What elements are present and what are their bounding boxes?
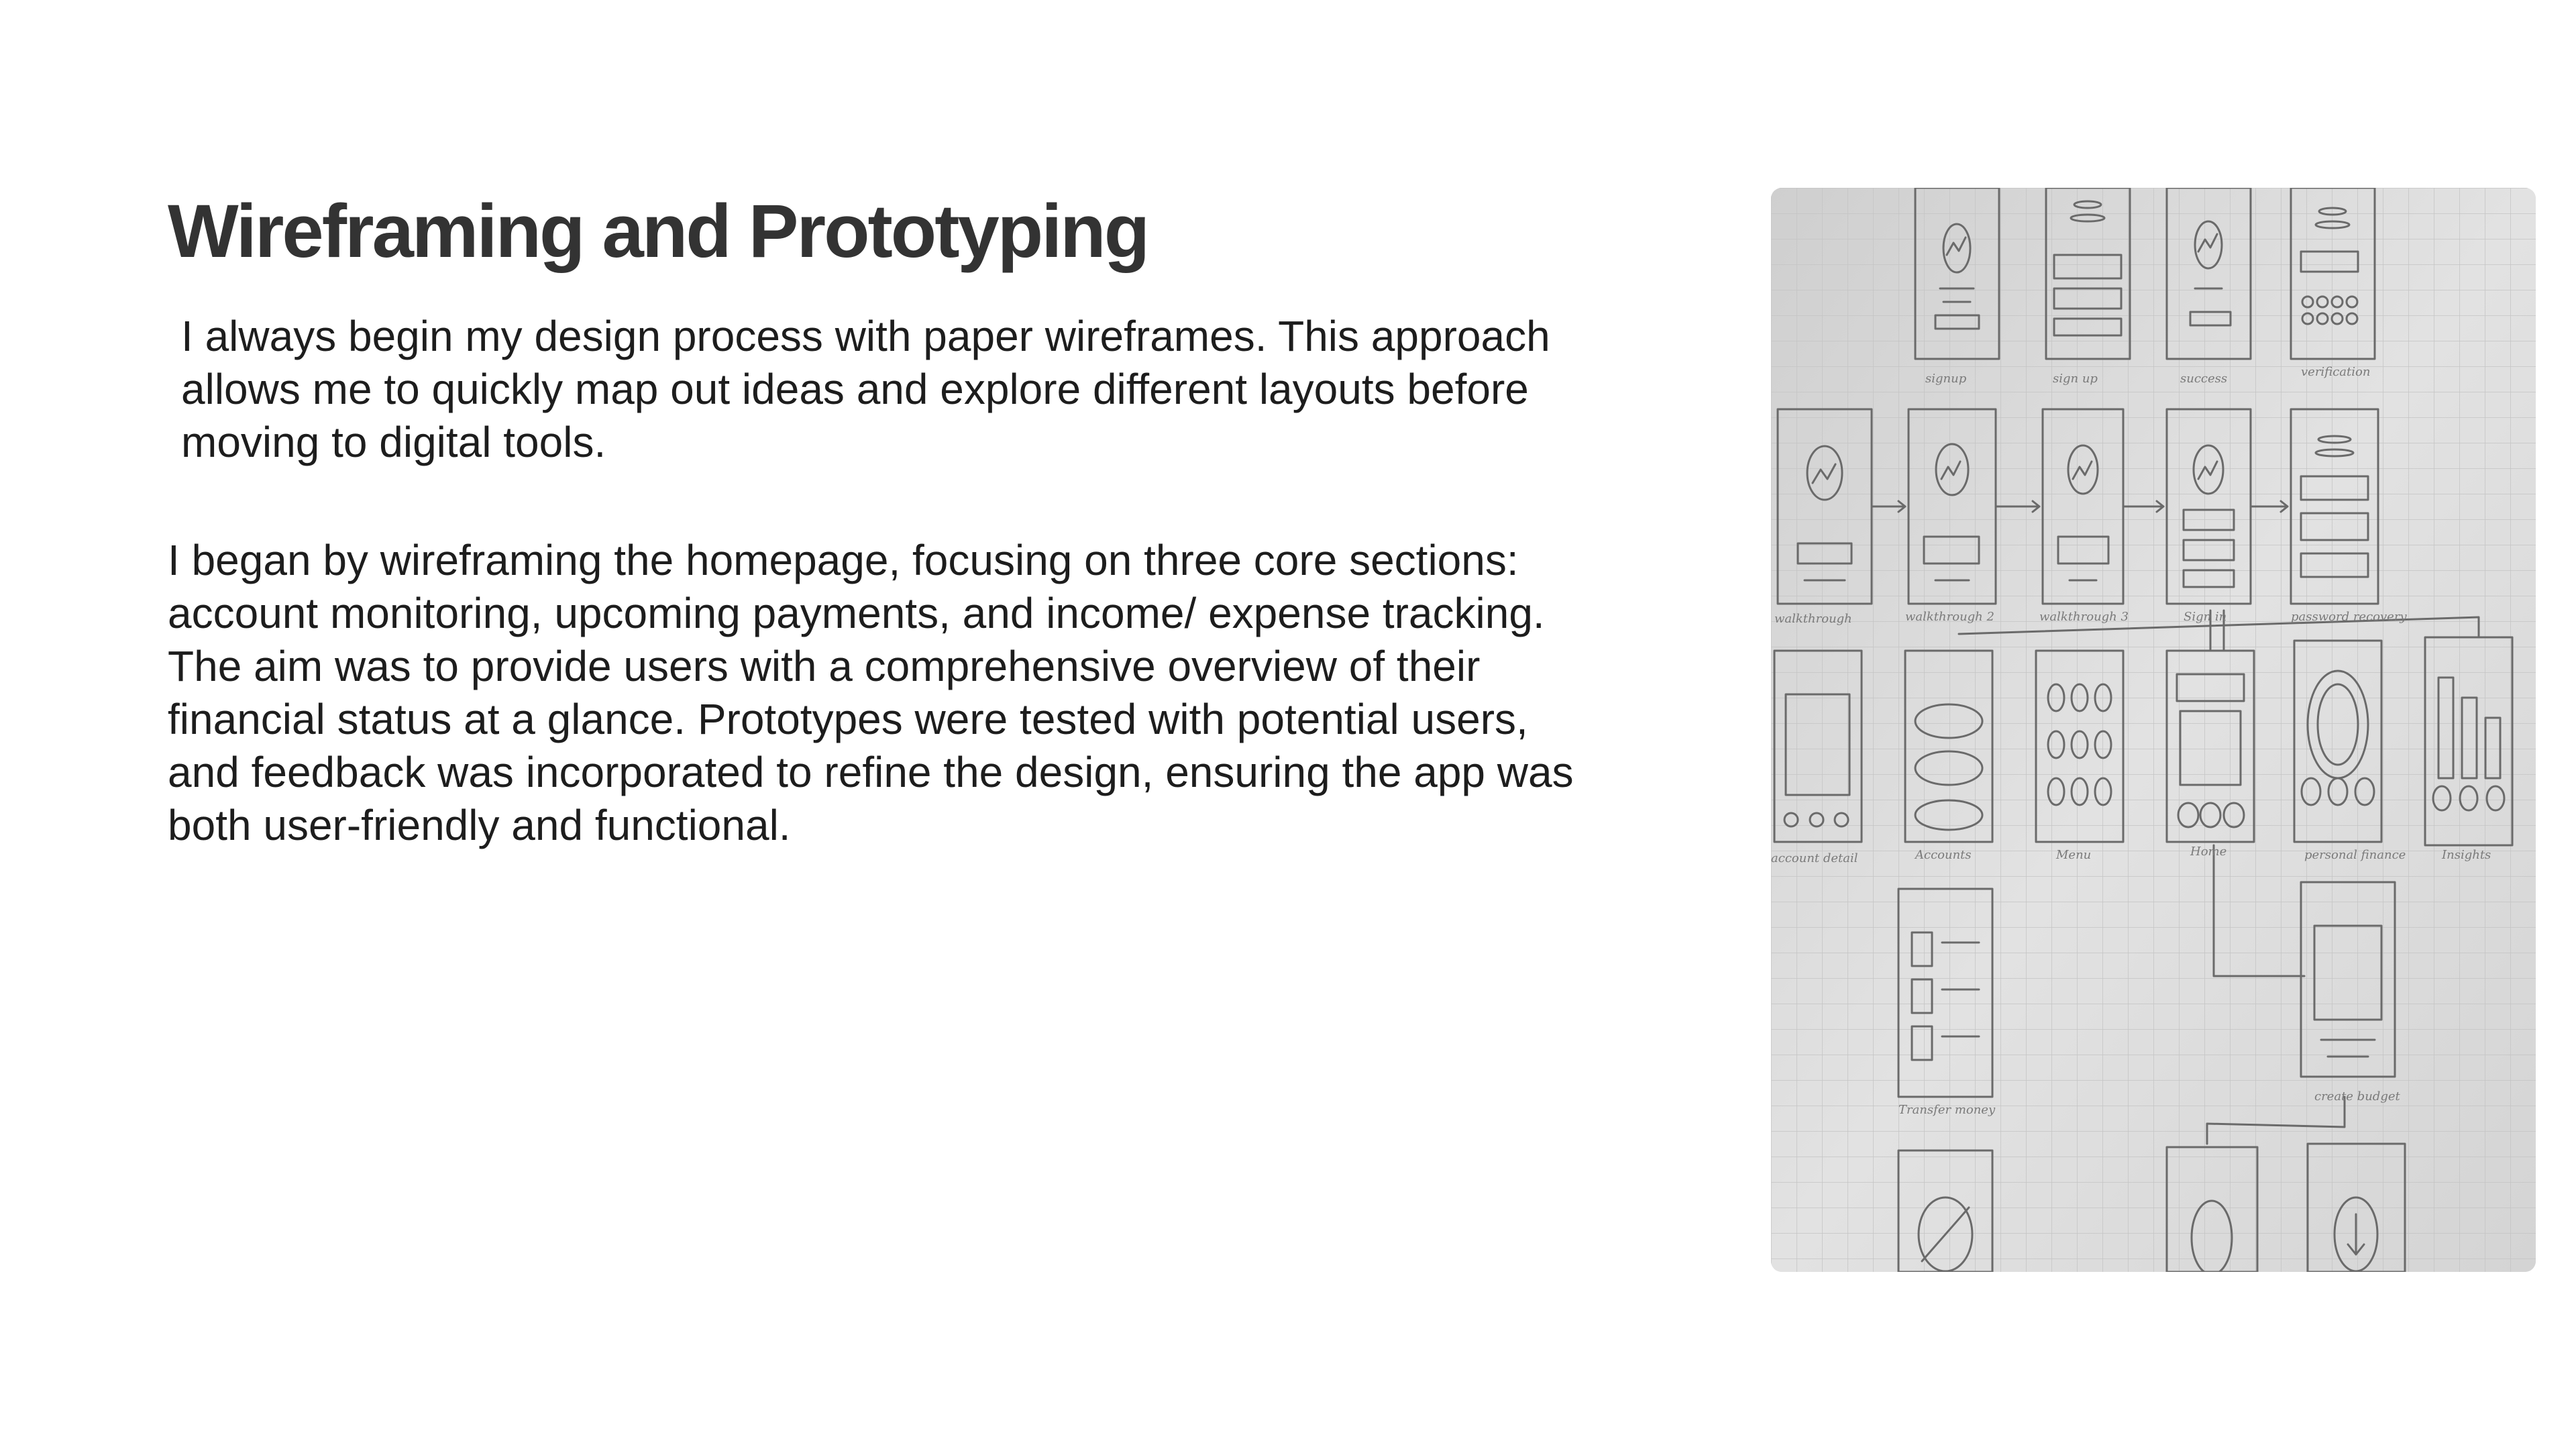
svg-text:Menu: Menu: [2056, 848, 2092, 862]
svg-text:Home: Home: [2190, 845, 2227, 859]
svg-text:Accounts: Accounts: [1915, 848, 1972, 862]
svg-text:success: success: [2180, 372, 2228, 386]
wireframe-sketch-photo: [1771, 188, 2536, 1272]
svg-text:verification: verification: [2301, 365, 2371, 379]
svg-text:signup: signup: [1925, 372, 1967, 386]
svg-text:create budget: create budget: [2314, 1089, 2400, 1104]
svg-text:walkthrough 3: walkthrough 3: [2039, 610, 2129, 624]
svg-text:password recovery: password recovery: [2291, 610, 2407, 624]
svg-text:personal finance: personal finance: [2304, 848, 2406, 862]
svg-text:Insights: Insights: [2442, 848, 2491, 862]
svg-text:Sign in: Sign in: [2184, 610, 2227, 624]
svg-text:walkthrough 2: walkthrough 2: [1905, 610, 1994, 624]
slide-title: Wireframing and Prototyping: [168, 189, 1148, 273]
process-paragraph: I began by wireframing the homepage, focusing on three core sections: account monitoring, upcoming payments, and income/ expense tracking. The aim was to provide users with a comprehensive overview of their financial status at a glance. Prototypes were tested with potential users, and feedback was incorporated to refine the design, ensuring the app was both user-friendly and functional.: [168, 536, 1574, 849]
intro-paragraph: I always begin my design process with paper wireframes. This approach allows me to quickly map out ideas and explore different layouts before moving to digital tools.: [181, 312, 1550, 466]
svg-text:Transfer money: Transfer money: [1898, 1103, 1996, 1117]
svg-text:walkthrough: walkthrough: [1774, 612, 1852, 626]
wireframe-sketch-icon: [1771, 188, 2536, 1272]
svg-text:account detail: account detail: [1771, 851, 1858, 865]
svg-text:sign up: sign up: [2053, 372, 2098, 386]
